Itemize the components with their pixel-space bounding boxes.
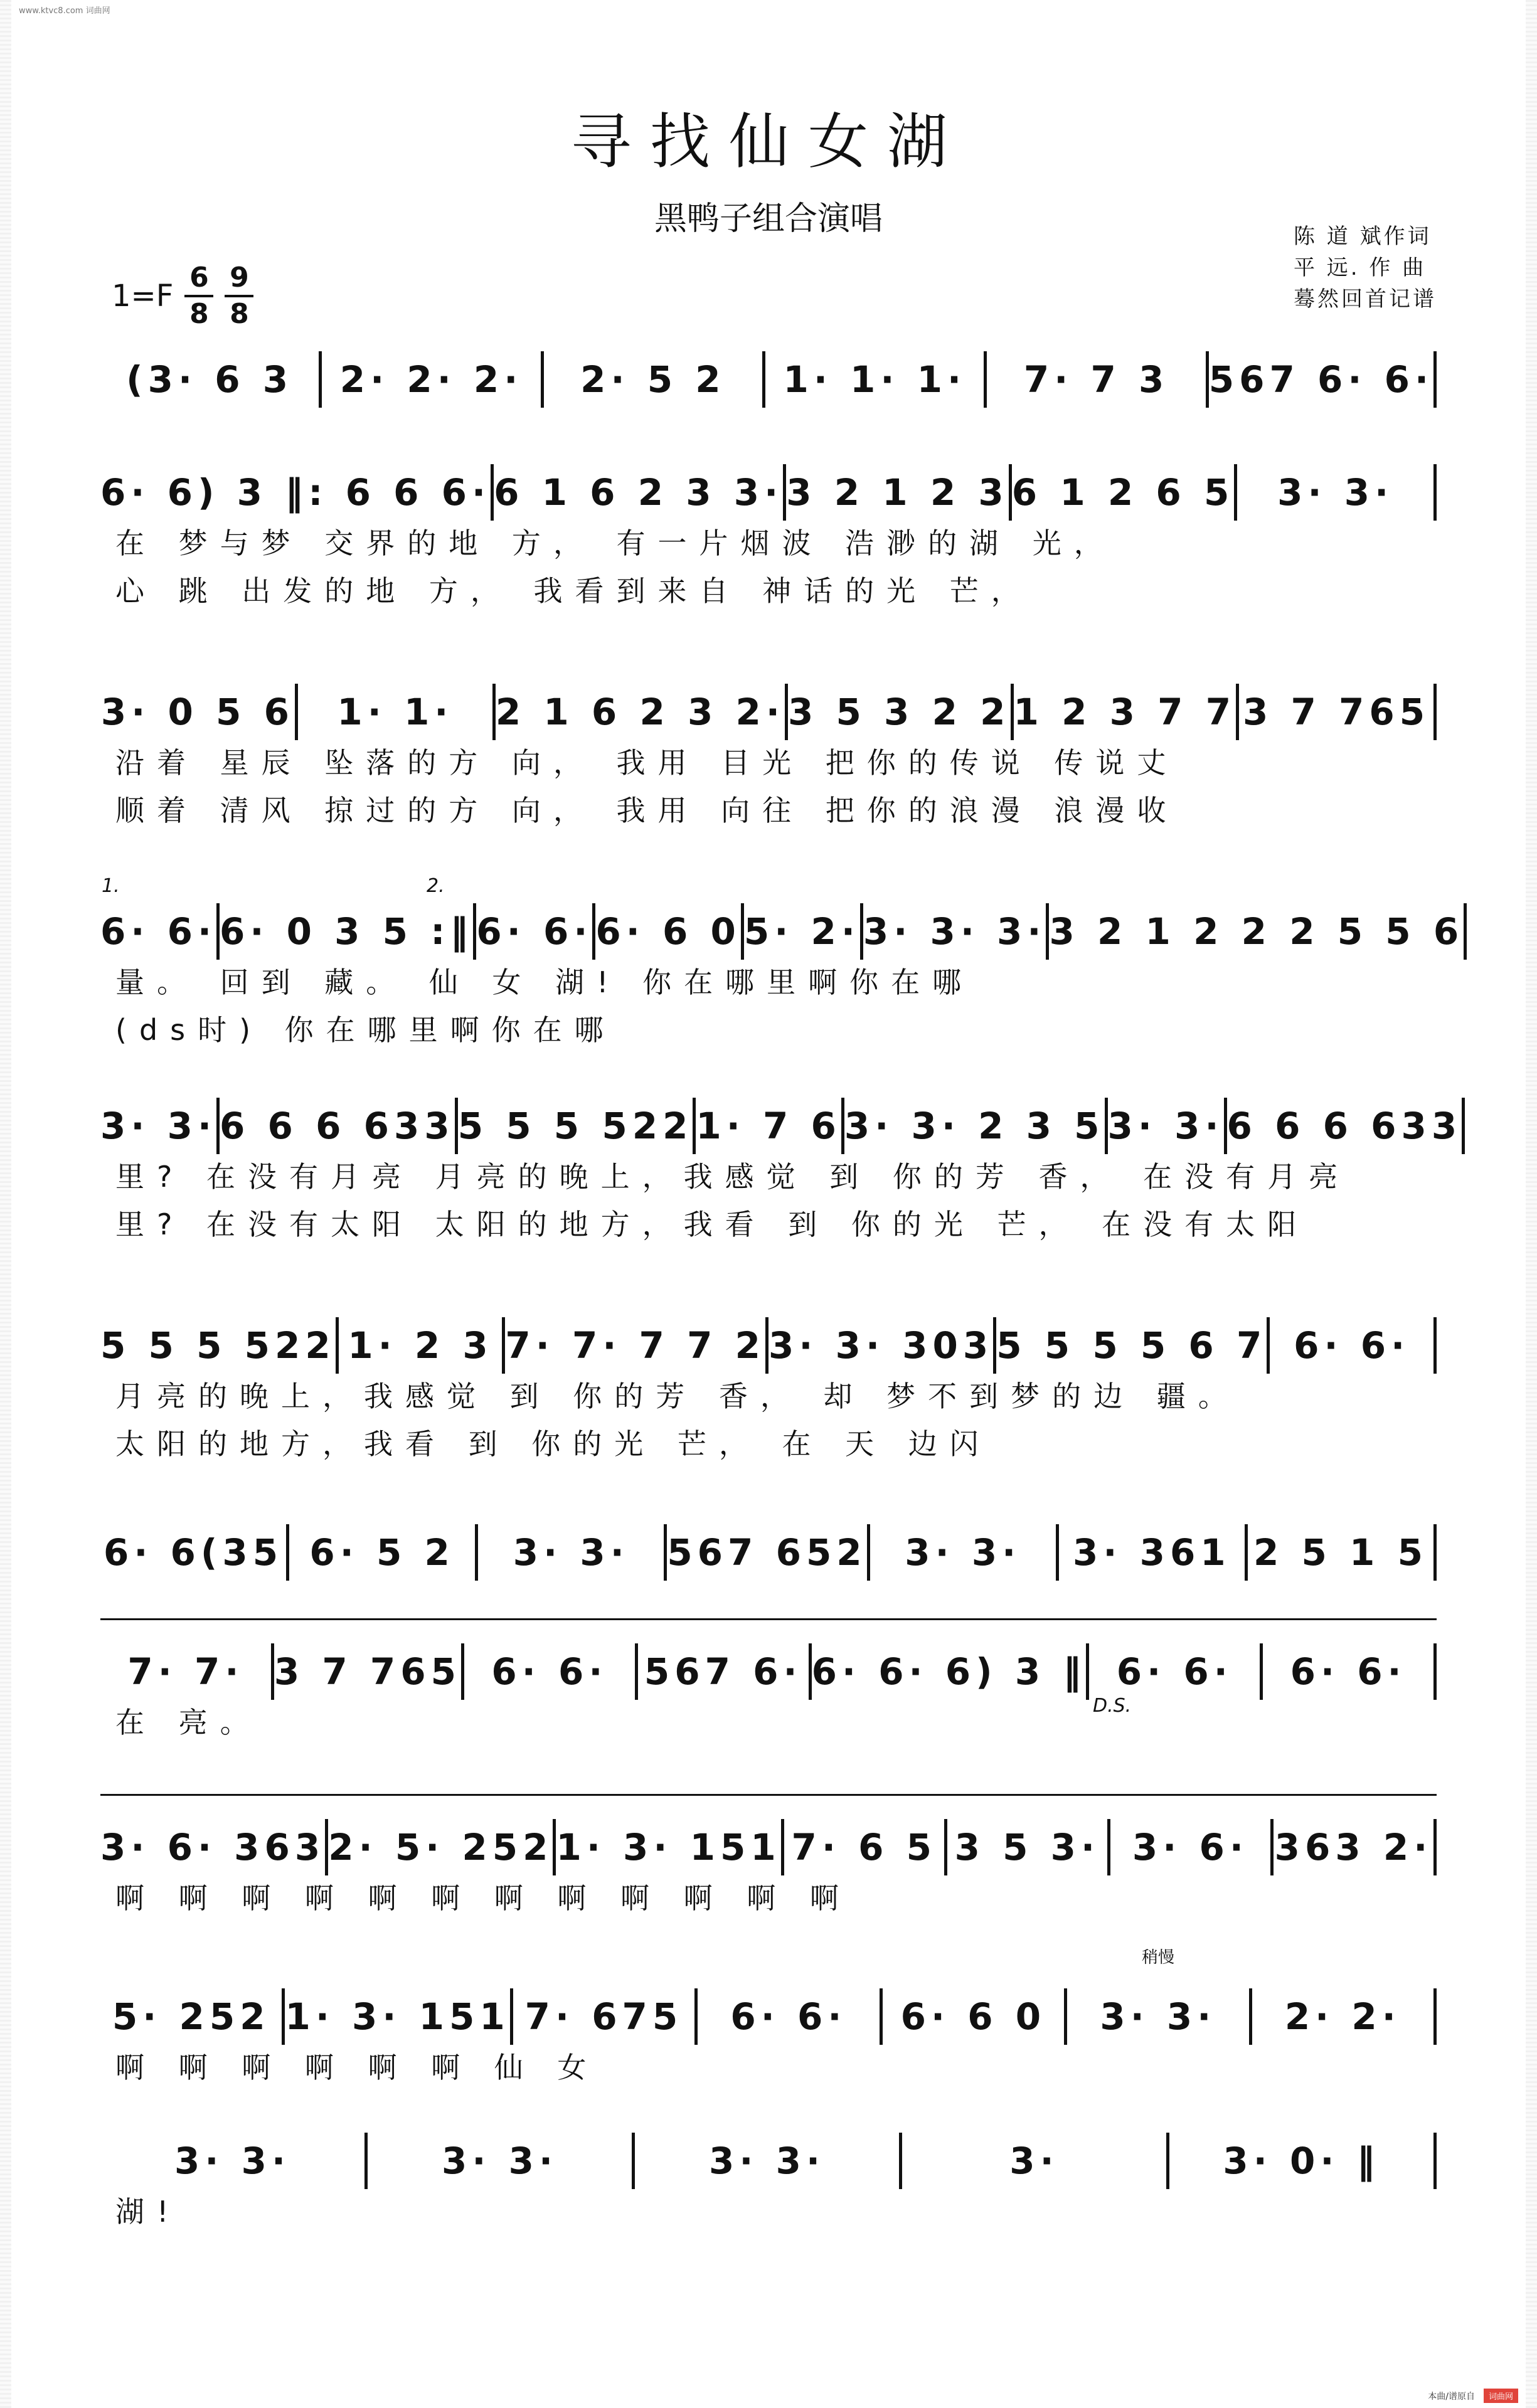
measure: 1· 2 3 — [348, 1324, 493, 1367]
measure: 3· 361 — [1073, 1531, 1231, 1574]
lyric-line-2: 心 跳 出发的地 方， 我看到来自 神话的光 芒， — [115, 574, 1033, 608]
measure: 7· 7 3 — [1023, 358, 1169, 401]
credit-lyricist: 陈 道 斌作词 — [1294, 224, 1432, 249]
lyric-line-1: 在 亮。 — [115, 1705, 262, 1739]
notes-line — [100, 2133, 1437, 2189]
volta-2-mark: 2. — [427, 875, 445, 897]
meter-2-top: 9 — [230, 262, 249, 294]
footer-tag: 词曲网 — [1484, 2389, 1518, 2403]
measure: 3 2 1 2 2 2 5 5 6 — [1049, 910, 1464, 953]
measure: 6· 6· — [730, 1995, 847, 2038]
page-edge-left — [0, 0, 11, 2408]
notes-line — [100, 1643, 1437, 1700]
score-row-9 — [100, 1819, 1437, 1923]
measure: 6· 6(35 — [103, 1531, 284, 1574]
measure: 1· 3· 151 — [556, 1826, 781, 1869]
measure: 5 5 5 522 — [457, 1105, 693, 1147]
key-signature — [112, 263, 253, 329]
site-footer — [1428, 2389, 1518, 2403]
notes-line — [100, 684, 1437, 740]
meter-1 — [184, 263, 213, 329]
measure: 2· 2· 2· — [339, 358, 523, 401]
meter-1-bottom: 8 — [189, 298, 209, 330]
score-row-10 — [100, 1988, 1437, 2092]
measure: 1 2 3 7 7 — [1013, 691, 1237, 733]
measure: 3· 3· — [100, 1105, 216, 1147]
measure: 6· 6· — [1116, 1650, 1233, 1693]
measure: 7· 6 5 — [791, 1826, 937, 1869]
bar-line — [1433, 684, 1437, 740]
measure: 6· 6· — [491, 1650, 608, 1693]
measure: 6 1 6 2 3 3· — [494, 471, 784, 514]
measure: 567 6· — [644, 1650, 802, 1693]
notes-line — [100, 1988, 1437, 2045]
score-row-5 — [100, 1098, 1462, 1249]
measure: 3· 3· — [513, 1531, 629, 1574]
notes-line — [100, 1524, 1437, 1581]
meter-1-top: 6 — [189, 262, 209, 294]
measure: 2· 5· 252 — [328, 1826, 553, 1869]
tempo-slower-mark: 稍慢 — [1142, 1948, 1175, 1967]
meter-2 — [225, 263, 253, 329]
measure: 3· 3· — [174, 2140, 290, 2182]
measure: 567 6· 6· — [1208, 358, 1434, 401]
measure: 3· 0 5 6 — [100, 691, 294, 733]
bar-line — [1433, 464, 1437, 521]
measure: 3· 6· — [1132, 1826, 1248, 1869]
song-title: 寻找仙女湖 — [571, 107, 966, 177]
measure: 6· 0 3 5 :‖ — [219, 910, 474, 953]
lyric-line-1: 月亮的晚上，我感觉 到 你的芳 香， 却 梦不到梦的边 疆。 — [115, 1379, 1240, 1413]
measure: 3 5 3 2 2 — [787, 691, 1011, 733]
notes-line — [100, 903, 1464, 960]
lyric-line-1: 沿着 星辰 坠落的方 向， 我用 目光 把你的传说 传说丈 — [115, 746, 1179, 780]
lyric-line-1: 啊 啊 啊 啊 啊 啊 仙 女 — [115, 2050, 599, 2084]
measure: (3· 6 3 — [126, 358, 294, 401]
measure: 3 7 765 — [274, 1650, 461, 1693]
measure: 3· 3· — [1107, 1105, 1224, 1147]
measure: 1· 1· — [337, 691, 454, 733]
measure: 2 1 6 2 3 2· — [495, 691, 785, 733]
score-row-7 — [100, 1524, 1437, 1581]
measure: 3 2 1 2 3 — [786, 471, 1009, 514]
measure: 6· 6· — [476, 910, 593, 953]
measure: 3· 3· — [905, 1531, 1021, 1574]
bar-line — [1433, 1988, 1437, 2045]
measure: 7· 7· 7 7 2 — [505, 1324, 765, 1367]
measure: 3· 6· 363 — [100, 1826, 326, 1869]
score-row-1 — [100, 351, 1437, 408]
measure: 6· 6· — [100, 910, 216, 953]
measure: 3· 3· 303 — [768, 1324, 994, 1367]
bar-line — [1433, 351, 1437, 408]
measure: 3· — [1009, 2140, 1059, 2182]
notes-line — [100, 1819, 1437, 1875]
score-row-6 — [100, 1317, 1437, 1469]
measure: 2· 2· — [1284, 1995, 1401, 2038]
lyric-line-2: 太阳的地方，我看 到 你的光 芒， 在 天 边闪 — [115, 1427, 991, 1461]
measure: 5 5 5 522 — [100, 1324, 336, 1367]
notes-line — [100, 1098, 1462, 1154]
meter-2-bottom: 8 — [230, 298, 249, 330]
bar-line — [1464, 903, 1467, 960]
measure: 3· 3· — [1277, 471, 1394, 514]
measure: 567 652 — [667, 1531, 867, 1574]
credits — [1294, 221, 1437, 315]
measure: 3· 3· — [442, 2140, 558, 2182]
measure: 7· 7· — [127, 1650, 244, 1693]
lyric-line-2: (ds时) 你在哪里啊你在哪 — [115, 1013, 616, 1047]
notes-line — [100, 1317, 1437, 1374]
score-row-2 — [100, 464, 1437, 616]
measure: 5· 2· — [743, 910, 860, 953]
lyric-line-1: 量。 回到 藏。 仙 女 湖! 你在哪里啊你在哪 — [115, 965, 974, 999]
score-row-3 — [100, 684, 1437, 835]
measure: 2· 5 2 — [580, 358, 726, 401]
score-row-11 — [100, 2133, 1437, 2237]
credit-composer: 平 远. 作 曲 — [1294, 255, 1427, 280]
key-label: 1=F — [112, 278, 174, 314]
lyric-line-1: 里? 在没有月亮 月亮的晚上，我感觉 到 你的芳 香， 在没有月亮 — [115, 1160, 1351, 1194]
ds-mark: D.S. — [1093, 1695, 1132, 1717]
credit-transcriber: 蓦然回首记谱 — [1294, 287, 1437, 312]
footer-text: 本曲/谱原自 — [1428, 2391, 1475, 2402]
song-subtitle: 黑鸭子组合演唱 — [654, 200, 883, 238]
measure: 6· 6 0 — [900, 1995, 1046, 2038]
lyric-line-1: 湖! — [115, 2195, 181, 2229]
bar-line — [1433, 1643, 1437, 1700]
volta-1-mark: 1. — [102, 875, 120, 897]
notes-line — [100, 351, 1437, 408]
lyric-line-1: 在 梦与梦 交界的地 方， 有一片烟波 浩渺的湖 光， — [115, 526, 1115, 560]
measure: 3· 3· 2 3 5 — [844, 1105, 1105, 1147]
score-row-4 — [100, 903, 1464, 1055]
measure: 3· 3· — [709, 2140, 825, 2182]
lyric-line-2: 里? 在没有太阳 太阳的地方，我看 到 你的光 芒， 在没有太阳 — [115, 1207, 1309, 1241]
site-watermark: www.ktvc8.com 词曲网 — [19, 6, 110, 16]
bar-line — [1433, 2133, 1437, 2189]
measure: 3 5 3· — [954, 1826, 1100, 1869]
bar-line — [1433, 1819, 1437, 1875]
measure: 3 7 765 — [1242, 691, 1430, 733]
measure: 6· 6) 3 ‖: 6 6 6· — [100, 471, 491, 514]
measure: 6 1 2 6 5 — [1011, 471, 1235, 514]
section-rule-1 — [100, 1618, 1437, 1620]
measure: 3· 3· — [1100, 1995, 1216, 2038]
measure: 2 5 1 5 — [1253, 1531, 1428, 1574]
bar-line — [1433, 1317, 1437, 1374]
measure: 5 5 5 5 6 7 — [996, 1324, 1267, 1367]
measure: 6 6 6 633 — [219, 1105, 455, 1147]
measure: 1· 7 6 — [696, 1105, 841, 1147]
section-rule-2 — [100, 1794, 1437, 1796]
measure: 363 2· — [1274, 1826, 1433, 1869]
measure: 7· 675 — [524, 1995, 683, 2038]
measure: 3· 3· 3· — [863, 910, 1046, 953]
measure: 6· 6 0 — [595, 910, 741, 953]
measure: 6· 6· — [1294, 1324, 1410, 1367]
measure: 3· 0· ‖ — [1223, 2140, 1380, 2182]
bar-line — [1462, 1098, 1465, 1154]
measure: 6 6 6 633 — [1226, 1105, 1462, 1147]
measure: 6· 6· — [1290, 1650, 1407, 1693]
lyric-line-2: 顺着 清风 掠过的方 向， 我用 向往 把你的浪漫 浪漫收 — [115, 793, 1179, 827]
score-row-8 — [100, 1643, 1437, 1748]
notes-line — [100, 464, 1437, 521]
lyric-line-1: 啊 啊 啊 啊 啊 啊 啊 啊 啊 啊 啊 啊 — [115, 1881, 851, 1915]
measure: 5· 252 — [112, 1995, 270, 2038]
measure: 6· 6· 6) 3 ‖ — [811, 1650, 1087, 1693]
measure: 1· 1· 1· — [783, 358, 967, 401]
bar-line — [1433, 1524, 1437, 1581]
measure: 6· 5 2 — [309, 1531, 455, 1574]
page-edge-right — [1526, 0, 1537, 2408]
measure: 1· 3· 151 — [285, 1995, 510, 2038]
